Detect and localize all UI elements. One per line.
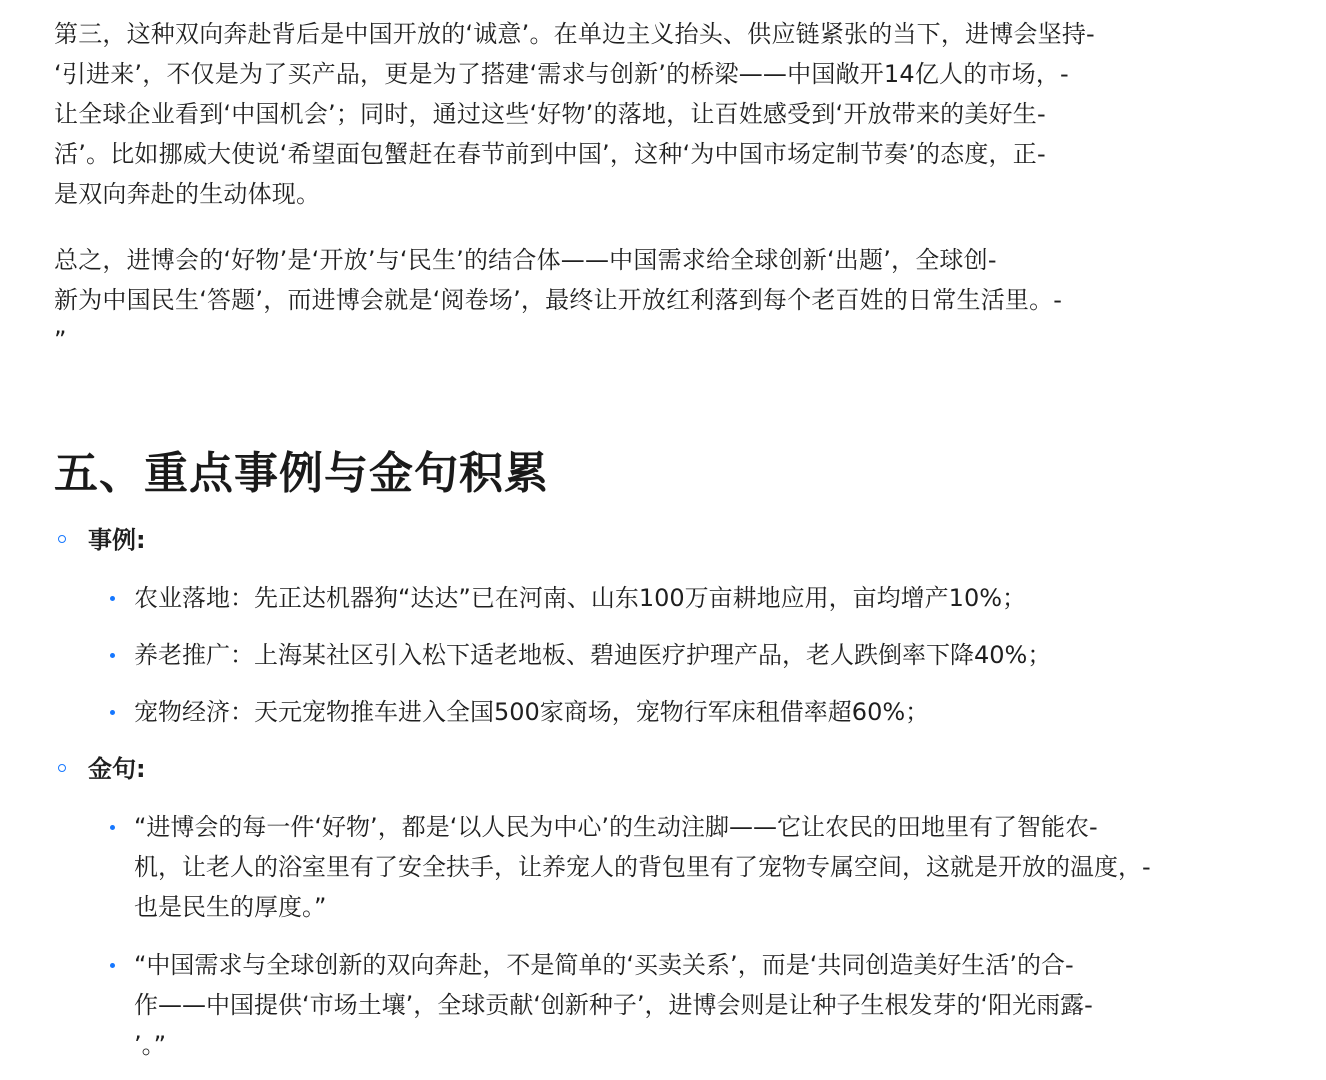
quote-line: 也是民生的厚度。”	[134, 893, 327, 921]
text-line: ‘引进来’，不仅是为了买产品，更是为了搭建‘需求与创新’的桥梁——中国敞开14亿人的市场，-	[54, 60, 1069, 88]
text-line: 让全球企业看到‘中国机会’；同时，通过这些‘好物’的落地，让百姓感受到‘开放带来的美好生-	[54, 100, 1046, 128]
paragraph-conclusion	[54, 240, 1304, 360]
text-line: ”	[54, 326, 67, 354]
quote-item	[88, 945, 1304, 1065]
quote-item	[88, 807, 1304, 927]
text-line: 是双向奔赴的生动体现。	[54, 180, 321, 208]
quote-line: ’。”	[134, 1031, 167, 1059]
section-heading: 五、重点事例与金句积累	[54, 448, 549, 499]
case-item	[88, 578, 1304, 618]
list-title-colon: :	[136, 755, 146, 783]
text-line: 第三，这种双向奔赴背后是中国开放的‘诚意’。在单边主义抬头、供应链紧张的当下，进博会坚持-	[54, 20, 1095, 48]
case-item	[88, 635, 1304, 675]
text-line: 活’。比如挪威大使说‘希望面包蟹赶在春节前到中国’，这种‘为中国市场定制节奏’的态度，正-	[54, 140, 1046, 168]
dot-bullet-icon	[110, 825, 115, 830]
dot-bullet-icon	[110, 596, 115, 601]
list-title-text: 事例	[88, 526, 136, 554]
list-title-quotes	[88, 749, 1304, 789]
quote-line: 机，让老人的浴室里有了安全扶手，让养宠人的背包里有了宠物专属空间，这就是开放的温度，-	[134, 853, 1151, 881]
hollow-bullet-icon	[58, 535, 66, 543]
case-text: 宠物经济：天元宠物推车进入全国500家商场，宠物行军床租借率超60%；	[134, 698, 930, 726]
document-body	[54, 14, 1304, 1065]
list-title-text: 金句	[88, 755, 136, 783]
paragraph-third-point	[54, 14, 1304, 214]
case-item	[88, 692, 1304, 732]
quote-line: 作——中国提供‘市场土壤’，全球贡献‘创新种子’，进博会则是让种子生根发芽的‘阳光雨露-	[134, 991, 1093, 1019]
text-line: 新为中国民生‘答题’，而进博会就是‘阅卷场’，最终让开放红利落到每个老百姓的日常生活里。-	[54, 286, 1063, 314]
outline-list	[54, 520, 1304, 1065]
text-line: 总之，进博会的‘好物’是‘开放’与‘民生’的结合体——中国需求给全球创新‘出题’，全球创-	[54, 246, 997, 274]
list-item-cases	[54, 520, 1304, 732]
case-text: 农业落地：先正达机器狗“达达”已在河南、山东100万亩耕地应用，亩均增产10%；	[134, 584, 1027, 612]
quote-line: “进博会的每一件‘好物’，都是‘以人民为中心’的生动注脚——它让农民的田地里有了智能农-	[134, 813, 1098, 841]
hollow-bullet-icon	[58, 764, 66, 772]
dot-bullet-icon	[110, 963, 115, 968]
quotes-list	[88, 807, 1304, 1065]
list-item-quotes	[54, 749, 1304, 1065]
dot-bullet-icon	[110, 653, 115, 658]
case-text: 养老推广：上海某社区引入松下适老地板、碧迪医疗护理产品，老人跌倒率下降40%；	[134, 641, 1052, 669]
list-title-colon: :	[136, 526, 146, 554]
dot-bullet-icon	[110, 710, 115, 715]
quote-line: “中国需求与全球创新的双向奔赴，不是简单的‘买卖关系’，而是‘共同创造美好生活’的合-	[134, 951, 1074, 979]
cases-list	[88, 578, 1304, 732]
list-title-cases	[88, 520, 1304, 560]
